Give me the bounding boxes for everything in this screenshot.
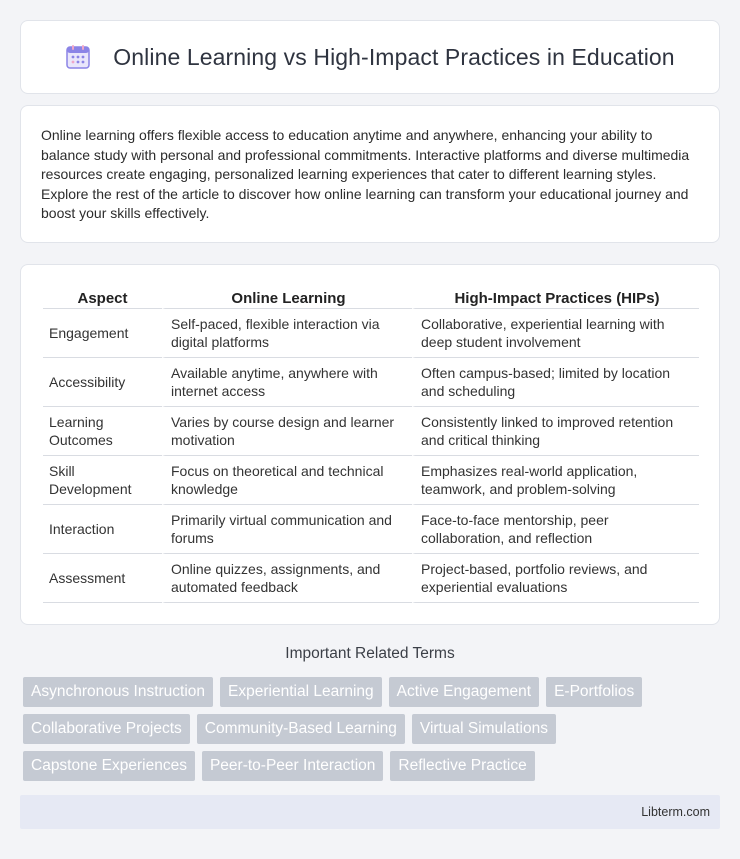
tag-row <box>23 751 723 781</box>
table-cell: Emphasizes real-world application, teamwork, and problem-solving <box>412 456 699 505</box>
table-cell: Often campus-based; limited by location and scheduling <box>412 358 699 407</box>
related-terms-tags <box>23 677 723 788</box>
tag-community-based-learning[interactable]: Community-Based Learning <box>197 714 405 744</box>
table-cell: Available anytime, anywhere with internet access <box>162 358 412 407</box>
table-cell: Varies by course design and learner motivation <box>162 407 412 456</box>
tag-virtual-simulations[interactable]: Virtual Simulations <box>412 714 556 744</box>
table-row <box>43 407 699 456</box>
tag-asynchronous-instruction[interactable]: Asynchronous Instruction <box>23 677 213 707</box>
table-cell: Assessment <box>43 554 162 603</box>
comparison-table-card <box>20 264 720 625</box>
table-header-row <box>43 287 699 309</box>
intro-card <box>20 105 720 243</box>
header-card <box>20 20 720 94</box>
page-title: Online Learning vs High-Impact Practices in Education <box>113 43 675 70</box>
footer <box>20 795 720 829</box>
table-cell: Primarily virtual communication and forums <box>162 505 412 554</box>
tag-experiential-learning[interactable]: Experiential Learning <box>220 677 382 707</box>
table-cell: Collaborative, experiential learning with deep student involvement <box>412 309 699 358</box>
comparison-table <box>43 287 699 603</box>
tag-collaborative-projects[interactable]: Collaborative Projects <box>23 714 190 744</box>
header-hips: High-Impact Practices (HIPs) <box>412 287 699 309</box>
tag-capstone-experiences[interactable]: Capstone Experiences <box>23 751 195 781</box>
tag-reflective-practice[interactable]: Reflective Practice <box>390 751 534 781</box>
footer-site-link[interactable]: Libterm.com <box>641 805 710 819</box>
calendar-icon <box>65 44 91 70</box>
table-cell: Accessibility <box>43 358 162 407</box>
table-cell: Face-to-face mentorship, peer collaboration, and reflection <box>412 505 699 554</box>
table-cell: Focus on theoretical and technical knowledge <box>162 456 412 505</box>
table-cell: Project-based, portfolio reviews, and experiential evaluations <box>412 554 699 603</box>
header-online-learning: Online Learning <box>162 287 412 309</box>
table-row <box>43 456 699 505</box>
table-cell: Learning Outcomes <box>43 407 162 456</box>
table-cell: Online quizzes, assignments, and automated feedback <box>162 554 412 603</box>
table-cell: Consistently linked to improved retention and critical thinking <box>412 407 699 456</box>
table-row <box>43 309 699 358</box>
table-cell: Interaction <box>43 505 162 554</box>
tag-peer-to-peer-interaction[interactable]: Peer-to-Peer Interaction <box>202 751 383 781</box>
table-row <box>43 358 699 407</box>
header-aspect: Aspect <box>43 287 162 309</box>
table-cell: Self-paced, flexible interaction via digital platforms <box>162 309 412 358</box>
tag-row <box>23 677 723 707</box>
intro-text: Online learning offers flexible access to education anytime and anywhere, enhancing your ability to balance study with personal and professional commitments. Interactive platforms and diverse multimedia resources create engaging, personalized learning experiences that cater to different learning styles. Explore the rest of the article to discover how online learning can transform your educational journey and boost your skills effectively. <box>41 127 690 222</box>
table-row <box>43 505 699 554</box>
table-cell: Skill Development <box>43 456 162 505</box>
tag-e-portfolios[interactable]: E-Portfolios <box>546 677 642 707</box>
table-row <box>43 554 699 603</box>
related-terms-title: Important Related Terms <box>285 645 455 662</box>
tag-row <box>23 714 723 744</box>
table-cell: Engagement <box>43 309 162 358</box>
tag-active-engagement[interactable]: Active Engagement <box>389 677 539 707</box>
